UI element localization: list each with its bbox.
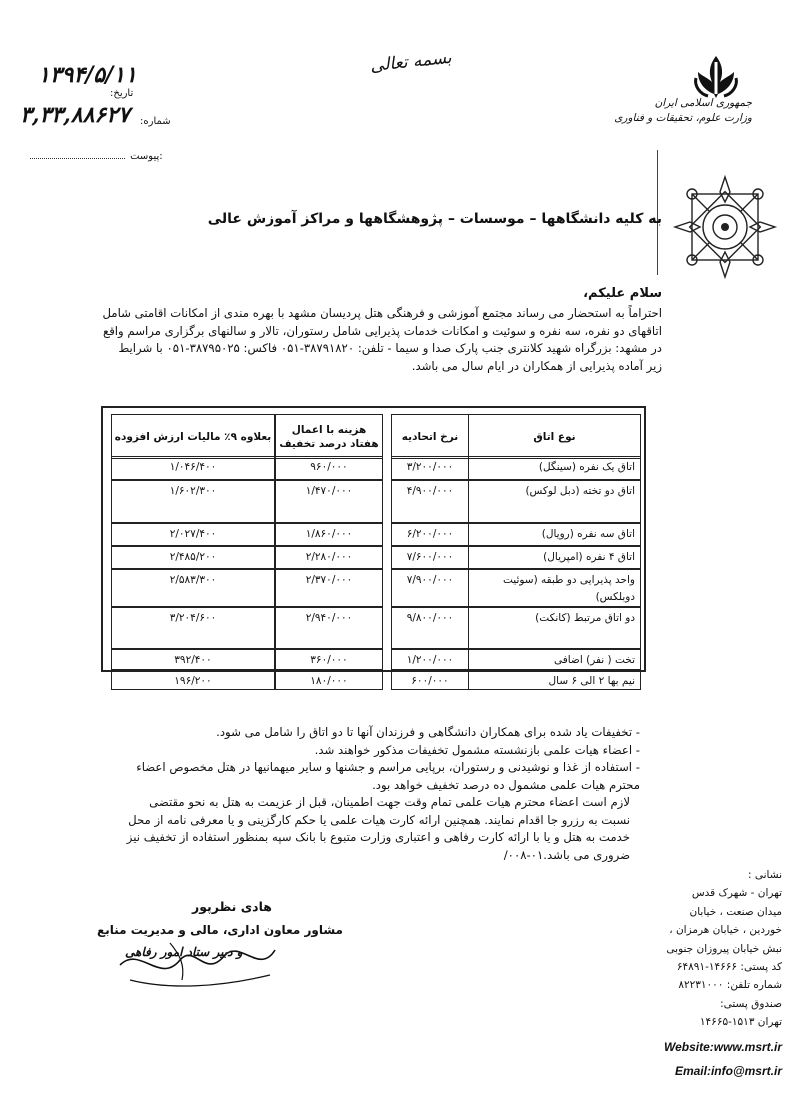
handwritten-signature <box>110 935 280 999</box>
cell-room-type: اتاق سه نفره (رویال) <box>468 523 641 546</box>
signatory-name: هادی نظرپور <box>192 899 272 914</box>
cell-room-type: واحد پذیرایی دو طبقه (سوئیت دوبلکس) <box>468 569 641 607</box>
note-item-3: - استفاده از غذا و نوشیدنی و رستوران، برپایی مراسم و جشنها و سایر میهمانیها در هتل مخصوص اعضاء محترم هیات علمی مشمول ده درصد تخفیف خواهد بود. <box>136 760 640 792</box>
cell-union-rate: ۳/۲۰۰/۰۰۰ <box>391 456 469 480</box>
header-discounted-cost: هزینه با اعمال هفتاد درصد تخفیف <box>275 414 383 459</box>
cell-discounted-cost: ۱۸۰/۰۰۰ <box>275 670 383 690</box>
number-line <box>20 102 130 128</box>
address-line: نبش خیابان پیروزان جنوبی <box>666 942 782 955</box>
cell-room-type: اتاق یک نفره (سینگل) <box>468 456 641 480</box>
cell-union-rate: ۴/۹۰۰/۰۰۰ <box>391 480 469 523</box>
address-line: میدان صنعت ، خیابان <box>689 905 782 918</box>
cell-room-type: دو اتاق مرتبط (کانکت) <box>468 607 641 649</box>
header-union-rate: نرخ اتحادیه <box>391 414 469 459</box>
cell-with-vat: ۱/۰۴۶/۴۰۰ <box>111 456 275 480</box>
number-label: شماره: <box>140 116 171 127</box>
ministry-line-2: وزارت علوم، تحقیقات و فناوری <box>614 112 752 124</box>
letter-body: احتراماً به استحضار می رساند مجتمع آموزشی و فرهنگی هتل پردیسان مشهد با بهره مندی از امکانات اقامتی شامل اتاقهای دو نفره، سه نفره و سوئیت و امکانات خدمات پذیرایی شامل رستوران، تالار و سالنهای برگزاری مراسم واقع در مشهد: بزرگراه شهید کلانتری جنب پارک صدا و سیما - تلفن: ۳۸۷۹۱۸۲۰-۰۵۱ فاکس: ۳۸۷۹۵۰۲۵-۰۵۱ با شرایط زیر آماده پذیرایی از همکاران در ایام سال می باشد. <box>102 306 662 373</box>
closing-paragraph: لازم است اعضاء محترم هیات علمی تمام وقت جهت اطمینان، قبل از عزیمت به هتل به نحو مقتضی نسبت به رزرو جا اقدام نمایند. همچنین ارائه کارت هیات علمی یا حکم کارگزینی و یا معرفی نامه از محل خدمت به هتل و یا با ارائه کارت رفاهی و اعتباری وزارت متبوع با بانک سپه بمنظور استفاده از تخفیف نیز ضروری می باشد.۰۱-۰۰۸/ <box>126 795 630 862</box>
address-line: کد پستی: ۱۴۶۶۶-۶۴۸۹۱ <box>676 961 782 974</box>
cell-with-vat: ۱۹۶/۲۰۰ <box>111 670 275 690</box>
note-item-2: - اعضاء هیات علمی بازنشسته مشمول تخفیفات مذکور خواهند شد. <box>314 742 640 757</box>
salutation: سلام علیکم، <box>583 286 662 301</box>
address-line: تهران - شهرک قدس <box>691 887 782 900</box>
cell-with-vat: ۱/۶۰۲/۳۰۰ <box>111 480 275 523</box>
cell-room-type: اتاق ۴ نفره (امپریال) <box>468 546 641 569</box>
date-line <box>38 62 137 88</box>
rates-table <box>101 406 646 687</box>
footer-address <box>642 866 782 1032</box>
date-label: تاریخ: <box>110 88 134 99</box>
cell-union-rate: ۶۰۰/۰۰۰ <box>391 670 469 690</box>
header-with-vat: بعلاوه ۹٪ مالیات ارزش افزوده <box>111 414 275 459</box>
recipient: به کلیه دانشگاهها – موسسات – پژوهشگاهها و مراکز آموزش عالی <box>207 211 662 227</box>
note-item-1: - تخفیفات یاد شده برای همکاران دانشگاهی و فرزندان آنها تا دو اتاق را شامل می شود. <box>216 725 640 739</box>
ministry-line-1: جمهوری اسلامی ایران <box>654 97 752 109</box>
address-line: نشانی : <box>747 869 782 881</box>
cell-union-rate: ۱/۲۰۰/۰۰۰ <box>391 649 469 670</box>
cell-discounted-cost: ۹۶۰/۰۰۰ <box>275 456 383 480</box>
cell-room-type: نیم بها ۲ الی ۶ سال <box>468 670 641 690</box>
bismillah: بسمه تعالی <box>369 47 453 77</box>
cell-with-vat: ۳۹۲/۴۰۰ <box>111 649 275 670</box>
cell-with-vat: ۲/۰۲۷/۴۰۰ <box>111 523 275 546</box>
date-value: ۱۳۹۴/۵/۱۱ <box>38 62 137 88</box>
cell-discounted-cost: ۲/۹۴۰/۰۰۰ <box>275 607 383 649</box>
cell-union-rate: ۹/۸۰۰/۰۰۰ <box>391 607 469 649</box>
cell-union-rate: ۷/۶۰۰/۰۰۰ <box>391 546 469 569</box>
attachment-line <box>30 144 163 163</box>
signatory-title-2: و دبیر ستاد امور رفاهی <box>125 945 243 959</box>
attachment-dots <box>30 158 125 159</box>
ornament-icon <box>670 172 780 286</box>
signatory-title-1: مشاور معاون اداری، مالی و مدیریت منابع <box>97 923 343 937</box>
cell-with-vat: ۲/۵۸۳/۳۰۰ <box>111 569 275 607</box>
attachment-label: پیوست: <box>130 151 163 162</box>
cell-discounted-cost: ۳۶۰/۰۰۰ <box>275 649 383 670</box>
cell-with-vat: ۲/۴۸۵/۲۰۰ <box>111 546 275 569</box>
website-link[interactable]: Website:www.msrt.ir <box>663 1040 782 1054</box>
cell-discounted-cost: ۲/۳۷۰/۰۰۰ <box>275 569 383 607</box>
cell-room-type: اتاق دو تخته (دبل لوکس) <box>468 480 641 523</box>
cell-discounted-cost: ۱/۸۶۰/۰۰۰ <box>275 523 383 546</box>
address-line: خوردین ، خیابان هرمزان ، <box>669 924 782 937</box>
cell-room-type: تخت ( نفر) اضافی <box>468 649 641 670</box>
address-line: تهران ۱۵۱۳-۱۴۶۶۵ <box>699 1016 782 1029</box>
letter-number-value: ۳,۳۳,۸۸۶۲۷ <box>20 102 130 128</box>
address-line: شماره تلفن: ۸۲۲۳۱۰۰۰ <box>678 979 782 992</box>
cell-discounted-cost: ۲/۲۸۰/۰۰۰ <box>275 546 383 569</box>
notes-section <box>120 724 640 864</box>
cell-with-vat: ۳/۲۰۴/۶۰۰ <box>111 607 275 649</box>
header-room-type: نوع اتاق <box>468 414 641 459</box>
cell-discounted-cost: ۱/۴۷۰/۰۰۰ <box>275 480 383 523</box>
email-link[interactable]: Email:info@msrt.ir <box>674 1064 782 1078</box>
ministry-name <box>602 96 752 126</box>
cell-union-rate: ۶/۲۰۰/۰۰۰ <box>391 523 469 546</box>
address-line: صندوق پستی: <box>720 997 782 1010</box>
cell-union-rate: ۷/۹۰۰/۰۰۰ <box>391 569 469 607</box>
